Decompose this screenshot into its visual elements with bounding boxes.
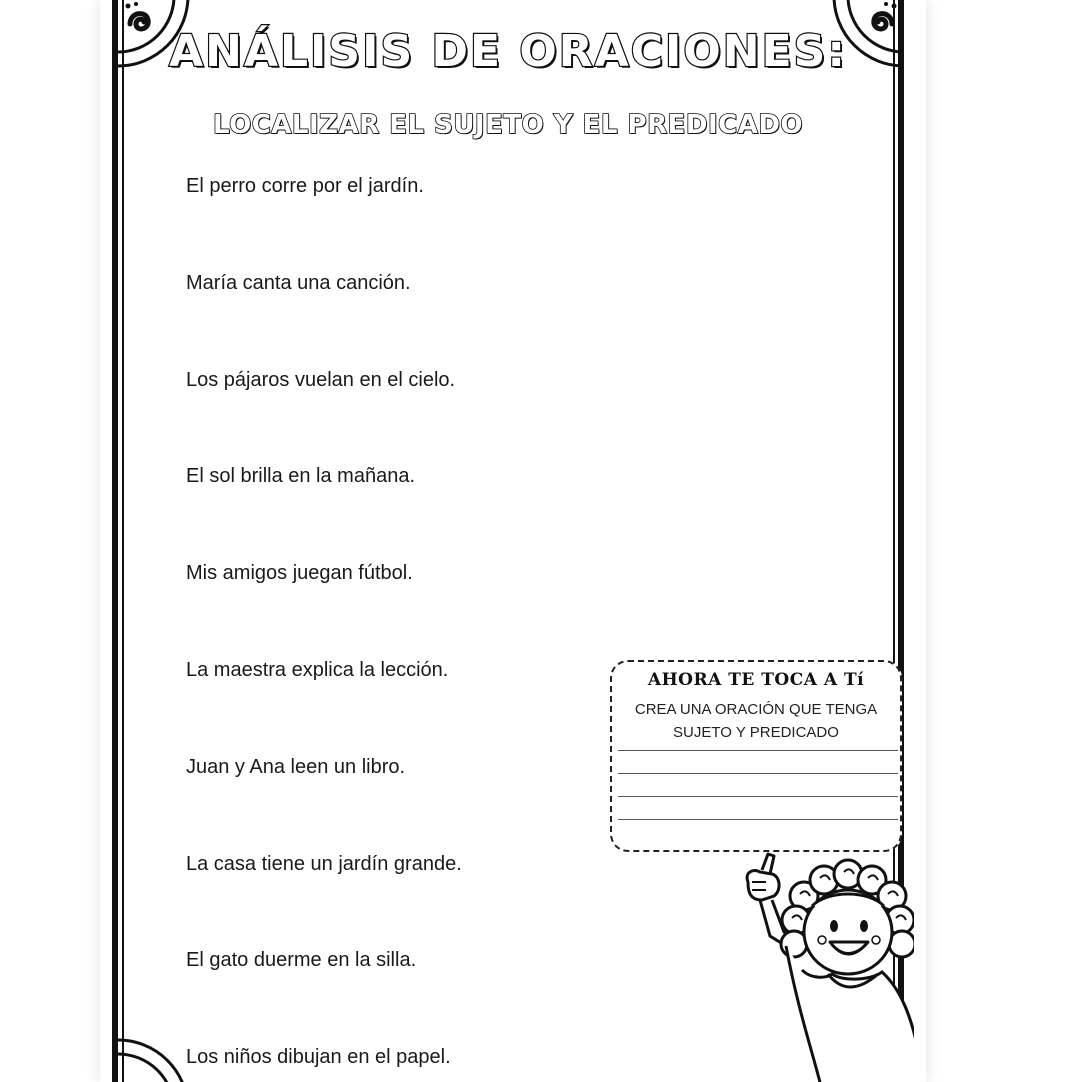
sentence-item: Mis amigos juegan fútbol. [186,562,413,585]
sentence-item: El sol brilla en la mañana. [186,465,416,488]
girl-illustration-icon [732,850,914,1082]
sentence-item: La maestra explica la lección. [186,658,449,681]
task-instruction-line: SUJETO Y PREDICADO [673,724,839,741]
task-instruction-line: CREA UNA ORACIÓN QUE TENGA [634,701,878,718]
writing-line[interactable] [618,750,898,751]
sentence-list [186,172,462,1082]
sentence-item: El gato duerme en la silla. [186,949,417,972]
sentence-item: La casa tiene un jardín grande. [186,852,462,875]
sentence-item: María canta una canción. [186,271,411,294]
sentence-item: Los pájaros vuelan en el cielo. [186,368,456,391]
writing-line[interactable] [618,796,898,797]
writing-line[interactable] [618,773,898,774]
sentence-item: Los niños dibujan en el papel. [186,1046,451,1069]
task-title: AHORA TE TOCA A Tí [647,670,865,690]
task-instruction [612,698,900,744]
writing-line[interactable] [618,819,898,820]
worksheet-page [112,0,914,1082]
corner-swirl-icon [116,1030,196,1082]
page-subtitle: LOCALIZAR EL SUJETO Y EL PREDICADO [212,110,803,140]
task-box [610,660,902,852]
sentence-item: El perro corre por el jardín. [186,175,424,197]
sentence-item: Juan y Ana leen un libro. [186,755,406,778]
page-title: ANÁLISIS DE ORACIONES: [169,26,847,77]
